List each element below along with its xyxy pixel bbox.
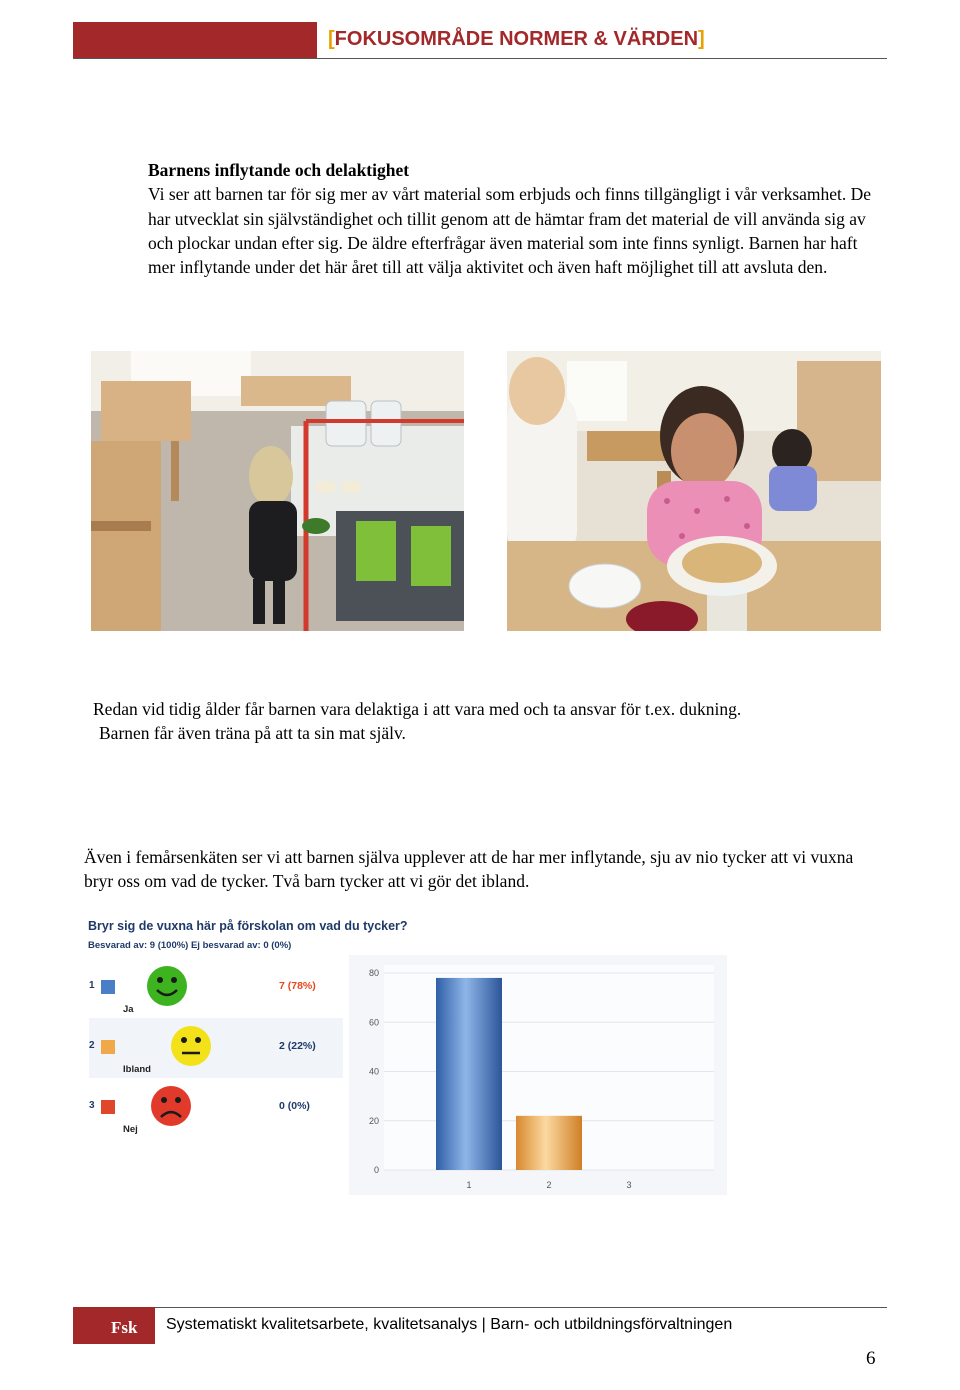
sad-face-icon (149, 1084, 193, 1128)
header-accent-bar (73, 22, 317, 58)
y-tick-label: 60 (368, 1017, 379, 1028)
survey-question: Bryr sig de vuxna här på förskolan om vad du tycker? (88, 919, 408, 933)
page-number: 6 (866, 1348, 876, 1369)
y-tick-label: 40 (368, 1066, 379, 1077)
photo-caption-line2: Barnen får även träna på att ta sin mat själv. (99, 723, 406, 743)
bar-2 (516, 1116, 582, 1170)
answer-row-nej (89, 1078, 343, 1138)
x-tick-label: 2 (546, 1180, 552, 1190)
answer-row-ibland (89, 1018, 343, 1078)
x-tick-label: 3 (626, 1180, 632, 1190)
answer-result: 0 (0%) (279, 1100, 310, 1112)
answer-result: 2 (22%) (279, 1040, 316, 1052)
section-heading: Barnens inflytande och delaktighet (148, 160, 410, 180)
y-tick-label: 0 (373, 1165, 379, 1175)
neutral-face-icon (169, 1024, 213, 1068)
survey-intro-paragraph: Även i femårsenkäten ser vi att barnen själva upplever att de har mer inflytande, sju av nio tycker att vi vuxna bryr oss om vad de tycker. Två barn tycker att vi gör det ibland. (84, 847, 854, 892)
answer-row-ja (89, 958, 343, 1018)
footer-text: Systematiskt kvalitetsarbete, kvalitetsanalys | Barn- och utbildningsförvaltningen (166, 1316, 733, 1333)
legend-swatch (101, 1100, 115, 1114)
survey-answered: Besvarad av: 9 (100%) Ej besvarad av: 0 (0%) (88, 940, 292, 951)
footer-badge: Fsk (111, 1318, 138, 1337)
footer-rule (155, 1307, 887, 1308)
x-tick-label: 1 (466, 1180, 472, 1190)
photo-serving-cart (91, 351, 464, 631)
answer-number: 3 (89, 1100, 95, 1111)
answer-label: Ja (123, 1004, 134, 1015)
answer-label: Ibland (123, 1064, 151, 1075)
y-tick-label: 80 (368, 968, 379, 978)
legend-swatch (101, 1040, 115, 1054)
happy-face-icon (145, 964, 189, 1008)
header-title: [FOKUSOMRÅDE NORMER & VÄRDEN] (328, 28, 705, 50)
answer-number: 1 (89, 980, 95, 991)
legend-swatch (101, 980, 115, 994)
photo-caption-line1: Redan vid tidig ålder får barnen vara delaktiga i att vara med och ta ansvar för t.ex. dukning. (93, 699, 742, 719)
answer-label: Nej (123, 1124, 138, 1135)
section-influence (148, 158, 878, 279)
survey-bar-chart (349, 955, 727, 1195)
header-rule (73, 58, 887, 59)
y-tick-label: 20 (368, 1115, 379, 1126)
answer-result: 7 (78%) (279, 980, 316, 992)
bar-1 (436, 978, 502, 1170)
answer-number: 2 (89, 1040, 95, 1051)
photo-girl-eating (507, 351, 881, 631)
section-body: Vi ser att barnen tar för sig mer av vårt material som erbjuds och finns tillgängligt i vår verksamhet. De har utvecklat sin självständighet och tillit genom att de hämtar fram det material de vill använda sig av och plockar undan efter sig. De äldre efterfrågar även material som inte finns synligt. Barnen har haft mer inflytande under det här året till att välja aktivitet och även haft möjlighet till att avsluta den. (148, 184, 872, 278)
